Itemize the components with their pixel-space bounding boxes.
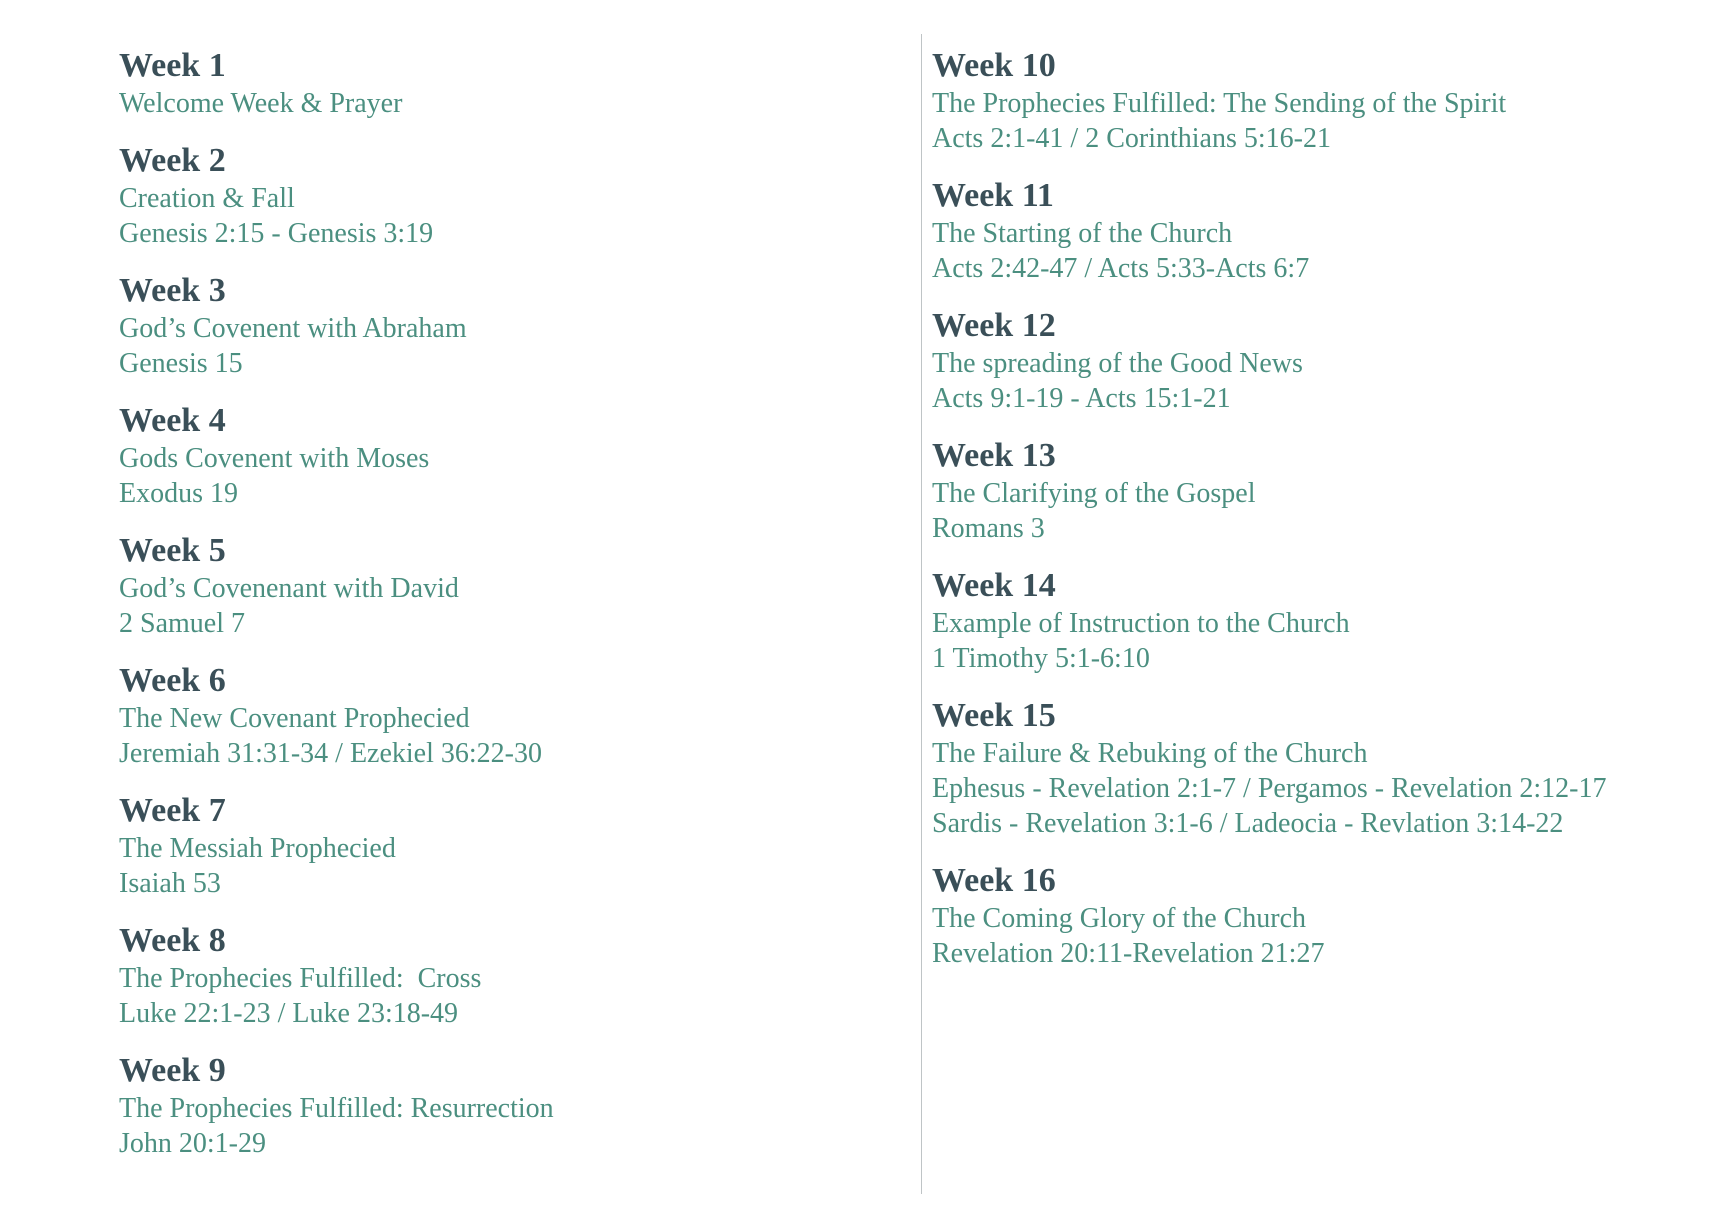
week-topic: The Prophecies Fulfilled: Cross xyxy=(119,963,482,994)
week-title: Week 10 xyxy=(932,47,1056,84)
week-title: Week 6 xyxy=(119,662,226,699)
week-block xyxy=(119,793,899,901)
week-title: Week 3 xyxy=(119,272,226,309)
week-scripture: 1 Timothy 5:1-6:10 xyxy=(932,643,1150,674)
week-block xyxy=(932,308,1722,416)
week-topic: God’s Covenent with Abraham xyxy=(119,313,467,344)
week-title: Week 2 xyxy=(119,142,226,179)
week-topic: The Failure & Rebuking of the Church xyxy=(932,738,1368,769)
week-scripture: Romans 3 xyxy=(932,513,1045,544)
week-scripture: Ephesus - Revelation 2:1-7 / Pergamos - Revelation 2:12-17 xyxy=(932,773,1607,804)
week-scripture: Genesis 2:15 - Genesis 3:19 xyxy=(119,218,434,249)
week-topic: Creation & Fall xyxy=(119,183,295,214)
week-topic: The spreading of the Good News xyxy=(932,348,1303,379)
week-topic: Gods Covenent with Moses xyxy=(119,443,430,474)
week-title: Week 13 xyxy=(932,437,1056,474)
week-topic: The Prophecies Fulfilled: Resurrection xyxy=(119,1093,554,1124)
week-title: Week 15 xyxy=(932,697,1056,734)
week-scripture: 2 Samuel 7 xyxy=(119,608,245,639)
week-title: Week 16 xyxy=(932,862,1056,899)
week-scripture: Sardis - Revelation 3:1-6 / Ladeocia - Revlation 3:14-22 xyxy=(932,808,1564,839)
week-title: Week 14 xyxy=(932,567,1056,604)
week-scripture: John 20:1-29 xyxy=(119,1128,266,1159)
week-block xyxy=(119,923,899,1031)
week-topic: God’s Covenenant with David xyxy=(119,573,459,604)
week-block xyxy=(119,663,899,771)
week-block xyxy=(932,863,1722,971)
week-topic: The Starting of the Church xyxy=(932,218,1233,249)
week-scripture: Genesis 15 xyxy=(119,348,243,379)
week-block xyxy=(932,568,1722,676)
week-block xyxy=(119,403,899,511)
week-title: Week 8 xyxy=(119,922,226,959)
week-topic: The Messiah Prophecied xyxy=(119,833,396,864)
week-scripture: Acts 2:42-47 / Acts 5:33-Acts 6:7 xyxy=(932,253,1310,284)
week-scripture: Isaiah 53 xyxy=(119,868,221,899)
week-block xyxy=(932,698,1722,841)
week-topic: The Clarifying of the Gospel xyxy=(932,478,1256,509)
week-block xyxy=(119,533,899,641)
week-scripture: Acts 9:1-19 - Acts 15:1-21 xyxy=(932,383,1231,414)
week-topic: Welcome Week & Prayer xyxy=(119,88,403,119)
week-block xyxy=(932,48,1722,156)
week-topic: The Coming Glory of the Church xyxy=(932,903,1307,934)
week-block xyxy=(932,438,1722,546)
week-scripture: Acts 2:1-41 / 2 Corinthians 5:16-21 xyxy=(932,123,1331,154)
week-block xyxy=(119,143,899,251)
right-column xyxy=(932,48,1722,993)
week-title: Week 1 xyxy=(119,47,226,84)
week-scripture: Revelation 20:11-Revelation 21:27 xyxy=(932,938,1325,969)
week-title: Week 9 xyxy=(119,1052,226,1089)
week-block xyxy=(119,273,899,381)
week-scripture: Jeremiah 31:31-34 / Ezekiel 36:22-30 xyxy=(119,738,542,769)
week-title: Week 7 xyxy=(119,792,226,829)
week-block xyxy=(119,1053,899,1161)
week-title: Week 12 xyxy=(932,307,1056,344)
week-title: Week 11 xyxy=(932,177,1054,214)
week-topic: The Prophecies Fulfilled: The Sending of the Spirit xyxy=(932,88,1507,119)
week-scripture: Luke 22:1-23 / Luke 23:18-49 xyxy=(119,998,459,1029)
week-block xyxy=(119,48,899,121)
column-divider xyxy=(921,34,922,1194)
week-scripture: Exodus 19 xyxy=(119,478,238,509)
left-column xyxy=(119,48,899,1183)
week-topic: The New Covenant Prophecied xyxy=(119,703,470,734)
week-block xyxy=(932,178,1722,286)
week-title: Week 5 xyxy=(119,532,226,569)
week-topic: Example of Instruction to the Church xyxy=(932,608,1350,639)
week-title: Week 4 xyxy=(119,402,226,439)
